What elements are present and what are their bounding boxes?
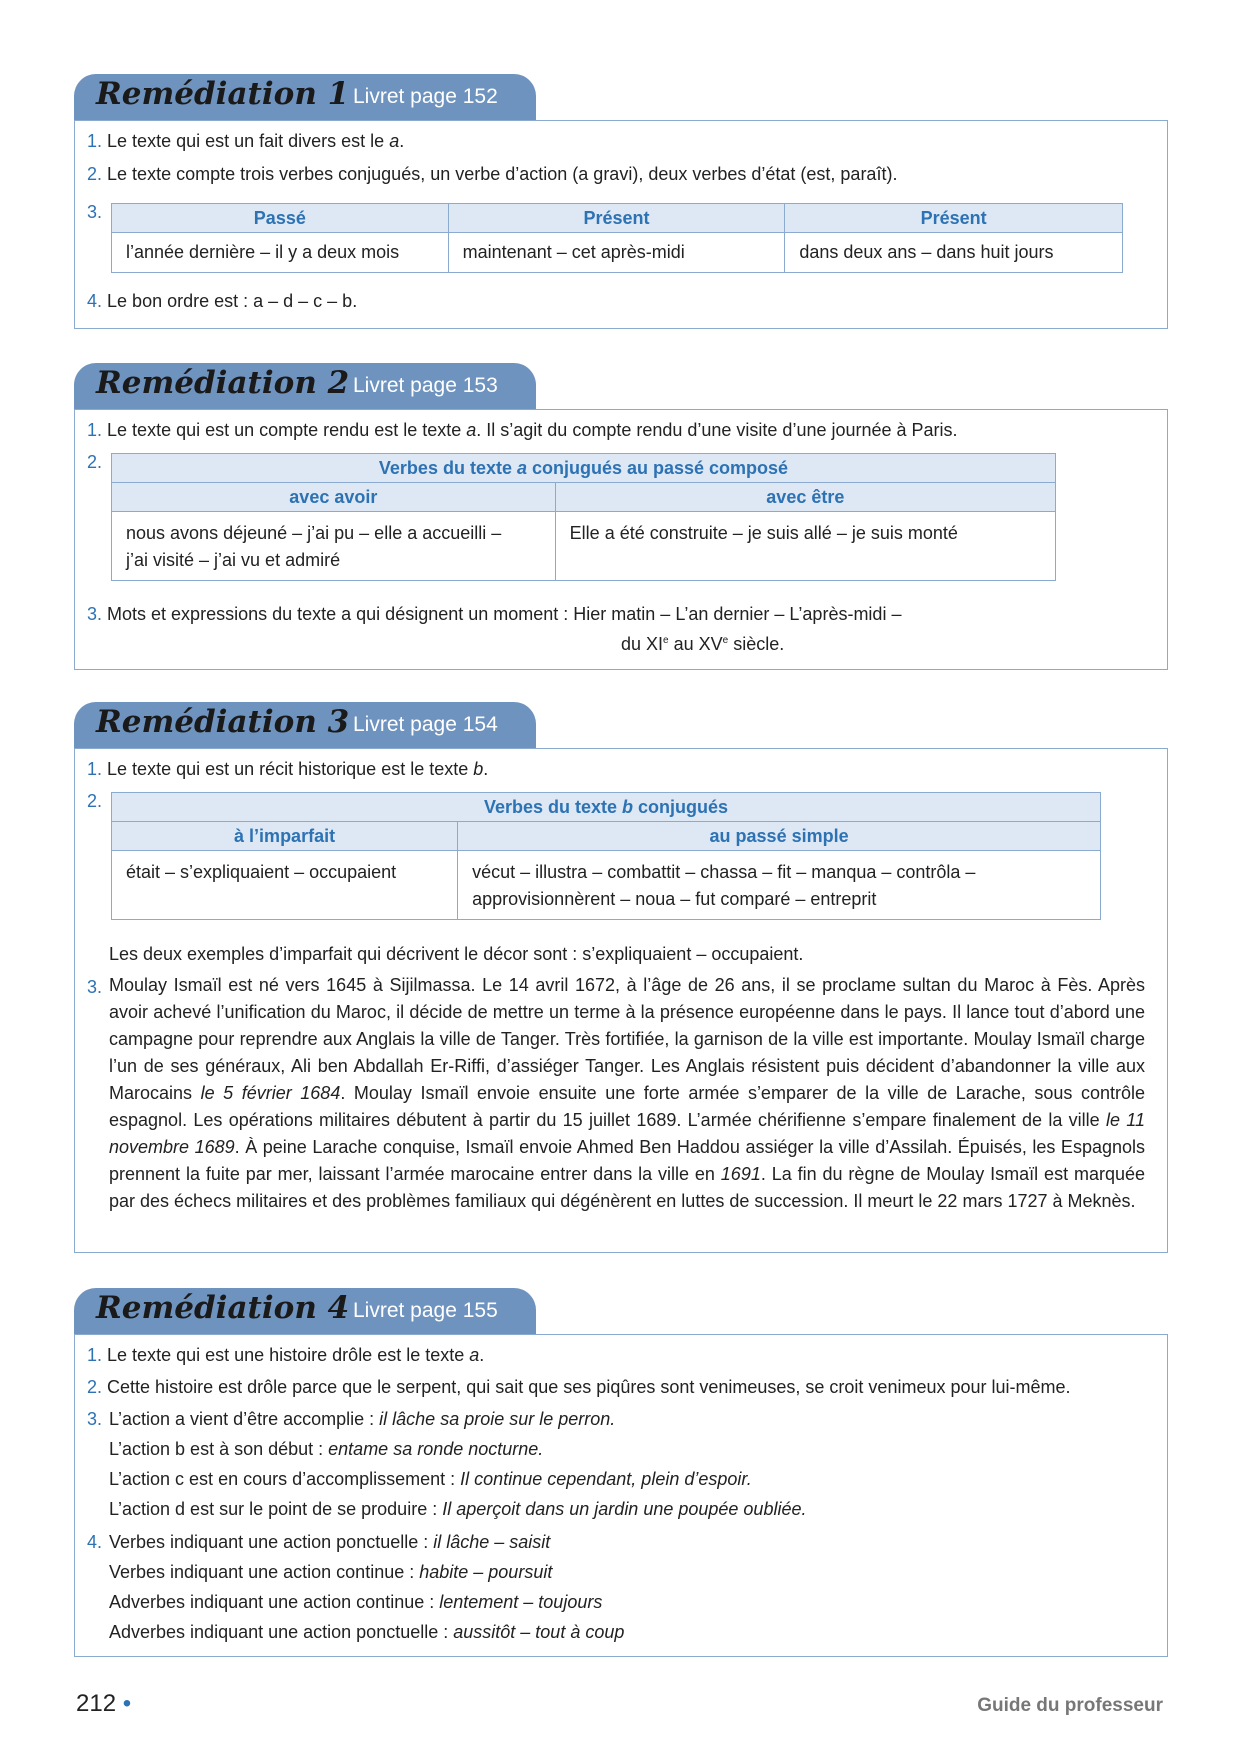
remediation-1-subtitle: Livret page 152 [353,85,498,108]
remediation-1-header [74,74,536,120]
remediation-4-subtitle: Livret page 155 [353,1299,498,1322]
r1-item-2: 2. Le texte compte trois verbes conjugués, un verbe d’action (a gravi), deux verbes d’état (est, paraît). [87,164,898,184]
r4-item-4-line-3: Adverbes indiquant une action continue : lentement – toujours [109,1592,603,1612]
r3-header-imparfait: à l’imparfait [112,822,458,851]
remediation-3-box [74,748,1168,1253]
r4-item-4-number: 4. [87,1532,103,1552]
r2-header-avoir: avec avoir [112,483,556,512]
r4-item-3-line-3: L’action c est en cours d’accomplissement : Il continue cependant, plein d’espoir. [109,1469,752,1489]
r4-item-3-line-4: L’action d est sur le point de se produire : Il aperçoit dans un jardin une poupée oubliée. [109,1499,807,1519]
r2-item-3: 3. Mots et expressions du texte a qui désignent un moment : Hier matin – L’an dernier – L’après-midi – [87,604,902,624]
footer-guide-label: Guide du professeur [977,1695,1163,1716]
r1-cell-present-1: maintenant – cet après-midi [448,233,785,273]
r2-item-3-continued: du XIe au XVe siècle. [621,634,785,654]
remediation-2-box [74,409,1168,670]
remediation-4-header [74,1288,536,1334]
r1-cell-passe: l’année dernière – il y a deux mois [112,233,449,273]
remediation-2-subtitle: Livret page 153 [353,374,498,397]
page-number: 212 • [76,1690,132,1717]
r2-table-title: Verbes du texte a conjugués au passé composé [112,454,1056,483]
remediation-3-header [74,702,536,748]
r4-item-4-line-4: Adverbes indiquant une action ponctuelle : aussitôt – tout à coup [109,1622,625,1642]
r4-item-4-line-2: Verbes indiquant une action continue : habite – poursuit [109,1562,553,1582]
remediation-1-box [74,120,1168,329]
r2-item-2-number: 2. [87,452,103,472]
remediation-4-box [74,1334,1168,1657]
r1-item-1: 1. Le texte qui est un fait divers est le a. [87,131,405,151]
r3-item-3-number: 3. [87,977,103,997]
r2-verb-table [111,453,1056,581]
r4-item-3-line-2: L’action b est à son début : entame sa ronde nocturne. [109,1439,544,1459]
remediation-2-title: Remédiation 2 [96,365,350,401]
r3-cell-imparfait: était – s’expliquaient – occupaient [112,851,458,920]
remediation-2-header [74,363,536,409]
r3-table-title: Verbes du texte b conjugués [112,793,1101,822]
r3-item-1: 1. Le texte qui est un récit historique est le texte b. [87,759,489,779]
r4-item-4-line-1: Verbes indiquant une action ponctuelle : il lâche – saisit [109,1532,551,1552]
r2-item-1: 1. Le texte qui est un compte rendu est le texte a. Il s’agit du compte rendu d’une visite d’une journée à Paris. [87,420,958,440]
r1-cell-present-2: dans deux ans – dans huit jours [785,233,1123,273]
remediation-1-title: Remédiation 1 [96,76,350,112]
r3-verb-table [111,792,1101,920]
remediation-4-title: Remédiation 4 [96,1290,350,1326]
r4-item-2: 2. Cette histoire est drôle parce que le serpent, qui sait que ses piqûres sont venimeuses, se croit venimeux pour lui-même. [87,1377,1071,1397]
r3-item-3-paragraph: Moulay Ismaïl est né vers 1645 à Sijilmassa. Le 14 avril 1672, à l’âge de 26 ans, il se proclame sultan du Maroc à Fès. Après avoir achevé l’unification du Maroc, il décide de mettre un terme à la présence européenne dans le pays. Il lance tout d’abord une campagne pour reprendre aux Anglais la ville de Tanger. Très fortifiée, la garnison de la ville est importante. Moulay Ismaïl charge l’un de ses généraux, Ali ben Abdallah Er-Riffi, d’assiéger Tanger. Les Anglais résistent puis décident d’abandonner la ville aux Marocains le 5 février 1684. Moulay Ismaïl envoie ensuite une forte armée s’emparer de la ville de Larache, sous contrôle espagnol. Les opérations militaires débutent à partir du 15 juillet 1689. L’armée chérifienne s’empare finalement de la ville le 11 novembre 1689. À peine Larache conquise, Ismaïl envoie Ahmed Ben Haddou assiéger la ville d’Assilah. Épuisés, les Espagnols prennent la fuite par mer, laissant l’armée marocaine entrer dans la ville en 1691. La fin du règne de Moulay Ismaïl est marquée par des échecs militaires et des problèmes familiaux qui dégénèrent en luttes de succession. Il meurt le 22 mars 1727 à Meknès. [109,975,1145,1211]
r3-note: Les deux exemples d’imparfait qui décrivent le décor sont : s’expliquaient – occupaient. [109,944,804,964]
r1-time-table [111,203,1123,273]
r4-item-1: 1. Le texte qui est une histoire drôle est le texte a. [87,1345,485,1365]
r1-header-present-2: Présent [785,204,1123,233]
r1-item-4: 4. Le bon ordre est : a – d – c – b. [87,291,358,311]
r1-item-3-number: 3. [87,202,103,222]
page-number-bullet: • [122,1690,132,1717]
r2-cell-avoir: nous avons déjeuné – j’ai pu – elle a accueilli – j’ai visité – j’ai vu et admiré [112,512,556,581]
remediation-3-title: Remédiation 3 [96,704,350,740]
r1-header-present-1: Présent [448,204,785,233]
r4-item-3-number: 3. [87,1409,103,1429]
r1-header-passe: Passé [112,204,449,233]
r3-cell-passe-simple: vécut – illustra – combattit – chassa – fit – manqua – contrôla – approvisionnèrent – noua – fut comparé – entreprit [458,851,1101,920]
r3-header-passe-simple: au passé simple [458,822,1101,851]
r3-item-2-number: 2. [87,791,103,811]
remediation-3-subtitle: Livret page 154 [353,713,498,736]
r4-item-3-line-1: L’action a vient d’être accomplie : il lâche sa proie sur le perron. [109,1409,616,1429]
r2-header-etre: avec être [555,483,1055,512]
r2-cell-etre: Elle a été construite – je suis allé – je suis monté [555,512,1055,581]
